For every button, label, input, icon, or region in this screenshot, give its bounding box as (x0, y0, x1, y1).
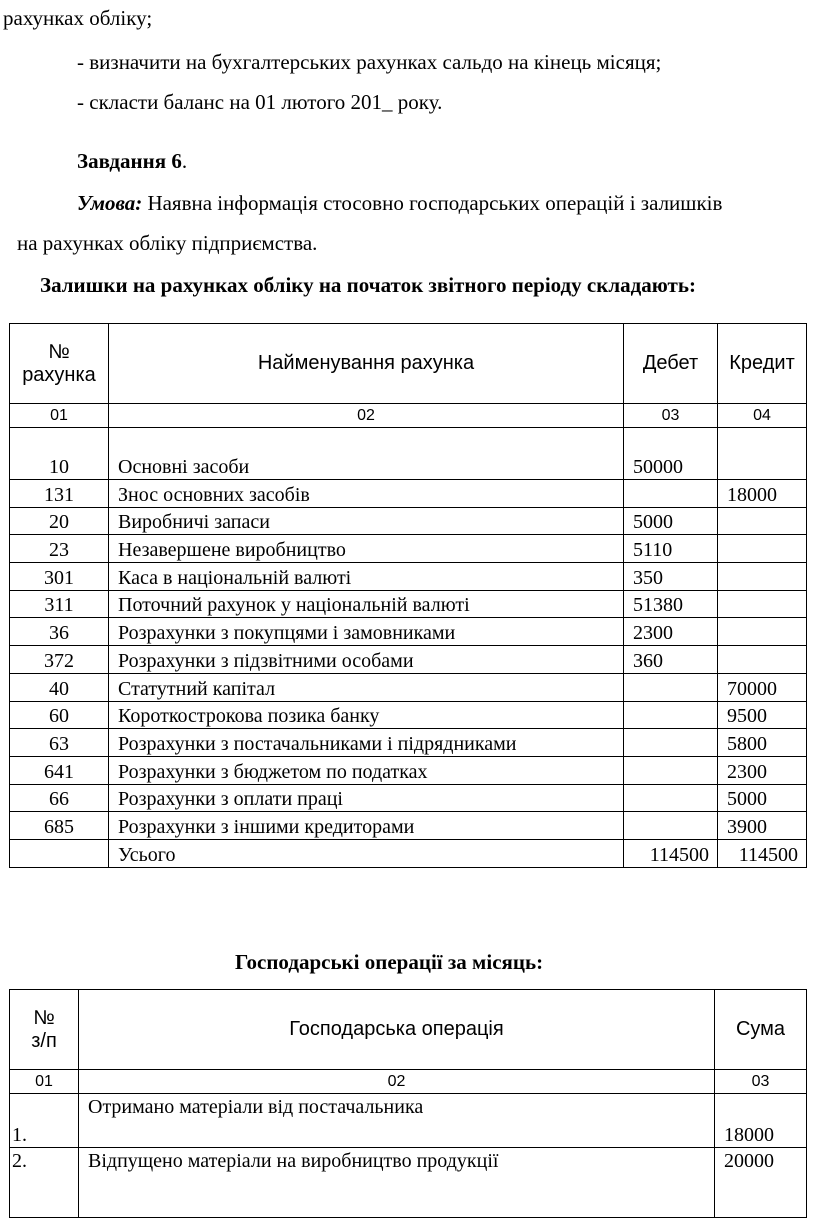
operation-sum: 18000 (715, 1094, 807, 1148)
account-name: Розрахунки з постачальниками і підрядниками (109, 729, 624, 757)
account-debit (624, 784, 718, 812)
intro-bullet: - визначити на бухгалтерських рахунках сальдо на кінець місяця; (77, 50, 662, 74)
account-credit (718, 428, 807, 480)
colnum-cell: 02 (79, 1070, 715, 1094)
account-debit: 50000 (624, 428, 718, 480)
account-num: 20 (10, 507, 109, 535)
account-credit (718, 646, 807, 674)
account-num: 685 (10, 812, 109, 840)
balances-colnum-row (10, 404, 807, 428)
col-sum-header: Сума (715, 990, 807, 1070)
table-row (10, 1094, 807, 1148)
table-row (10, 507, 807, 535)
account-num: 40 (10, 673, 109, 701)
table-row (10, 673, 807, 701)
total-num (10, 839, 109, 867)
account-name: Розрахунки з іншими кредиторами (109, 812, 624, 840)
operations-heading: Господарські операції за місяць: (235, 950, 544, 974)
operations-table (9, 989, 807, 1218)
account-credit: 2300 (718, 756, 807, 784)
balances-heading: Залишки на рахунках обліку на початок звітного періоду складають: (40, 273, 696, 297)
operation-num: 2. (10, 1148, 79, 1218)
account-credit: 5000 (718, 784, 807, 812)
table-row (10, 756, 807, 784)
account-debit (624, 480, 718, 508)
colnum-cell: 04 (718, 404, 807, 428)
account-name: Знос основних засобів (109, 480, 624, 508)
table-row (10, 1148, 807, 1218)
account-num: 66 (10, 784, 109, 812)
account-credit: 9500 (718, 701, 807, 729)
table-row (10, 784, 807, 812)
account-credit: 18000 (718, 480, 807, 508)
operations-header-row (10, 990, 807, 1070)
condition-line-2: на рахунках обліку підприємства. (17, 231, 318, 255)
table-row (10, 428, 807, 480)
account-num: 60 (10, 701, 109, 729)
account-credit (718, 590, 807, 618)
col-name-header: Найменування рахунка (109, 324, 624, 404)
account-name: Виробничі запаси (109, 507, 624, 535)
operation-text: Отримано матеріали від постачальника (79, 1094, 715, 1148)
col-num-header: № рахунка (10, 324, 109, 404)
table-row (10, 535, 807, 563)
account-num: 372 (10, 646, 109, 674)
operation-text: Відпущено матеріали на виробництво продукції (79, 1148, 715, 1218)
condition-label: Умова: (77, 191, 143, 215)
account-name: Розрахунки з підзвітними особами (109, 646, 624, 674)
account-debit (624, 673, 718, 701)
account-credit: 70000 (718, 673, 807, 701)
account-credit (718, 507, 807, 535)
col-operation-header: Господарська операція (79, 990, 715, 1070)
account-debit: 350 (624, 563, 718, 591)
table-row (10, 646, 807, 674)
account-debit (624, 701, 718, 729)
account-num: 23 (10, 535, 109, 563)
account-num: 131 (10, 480, 109, 508)
table-row (10, 701, 807, 729)
account-credit: 3900 (718, 812, 807, 840)
table-row (10, 729, 807, 757)
col-credit-header: Кредит (718, 324, 807, 404)
account-credit (718, 535, 807, 563)
colnum-cell: 03 (715, 1070, 807, 1094)
account-name: Незавершене виробництво (109, 535, 624, 563)
account-debit: 5110 (624, 535, 718, 563)
account-debit: 51380 (624, 590, 718, 618)
account-credit (718, 563, 807, 591)
condition-line (77, 191, 722, 215)
account-credit: 5800 (718, 729, 807, 757)
colnum-cell: 01 (10, 404, 109, 428)
account-name: Основні засоби (109, 428, 624, 480)
account-debit: 5000 (624, 507, 718, 535)
total-row (10, 839, 807, 867)
account-num: 36 (10, 618, 109, 646)
task-title (77, 149, 187, 173)
total-debit: 114500 (624, 839, 718, 867)
account-name: Поточний рахунок у національній валюті (109, 590, 624, 618)
account-num: 10 (10, 428, 109, 480)
account-name: Розрахунки з покупцями і замовниками (109, 618, 624, 646)
table-row (10, 812, 807, 840)
account-name: Каса в національній валюті (109, 563, 624, 591)
colnum-cell: 03 (624, 404, 718, 428)
account-debit: 360 (624, 646, 718, 674)
account-debit (624, 756, 718, 784)
task-title-dot: . (181, 149, 188, 173)
colnum-cell: 01 (10, 1070, 79, 1094)
table-row (10, 480, 807, 508)
account-name: Розрахунки з бюджетом по податках (109, 756, 624, 784)
account-num: 641 (10, 756, 109, 784)
account-debit: 2300 (624, 618, 718, 646)
balances-table (9, 323, 807, 868)
col-debit-header: Дебет (624, 324, 718, 404)
account-debit (624, 812, 718, 840)
account-name: Статутний капітал (109, 673, 624, 701)
operations-colnum-row (10, 1070, 807, 1094)
total-label: Усього (109, 839, 624, 867)
intro-line: рахунках обліку; (3, 6, 153, 30)
table-row (10, 563, 807, 591)
operation-num: 1. (10, 1094, 79, 1148)
account-name: Короткострокова позика банку (109, 701, 624, 729)
account-debit (624, 729, 718, 757)
account-name: Розрахунки з оплати праці (109, 784, 624, 812)
colnum-cell: 02 (109, 404, 624, 428)
account-credit (718, 618, 807, 646)
table-row (10, 618, 807, 646)
table-row (10, 590, 807, 618)
task-title-text: Завдання 6 (77, 149, 182, 173)
account-num: 63 (10, 729, 109, 757)
col-num-header: № з/п (10, 990, 79, 1070)
intro-bullet: - скласти баланс на 01 лютого 201_ року. (77, 90, 443, 114)
balances-header-row (10, 324, 807, 404)
account-num: 301 (10, 563, 109, 591)
condition-text: Наявна інформація стосовно господарських операцій і залишків (142, 191, 723, 215)
total-credit: 114500 (718, 839, 807, 867)
operation-sum: 20000 (715, 1148, 807, 1218)
account-num: 311 (10, 590, 109, 618)
